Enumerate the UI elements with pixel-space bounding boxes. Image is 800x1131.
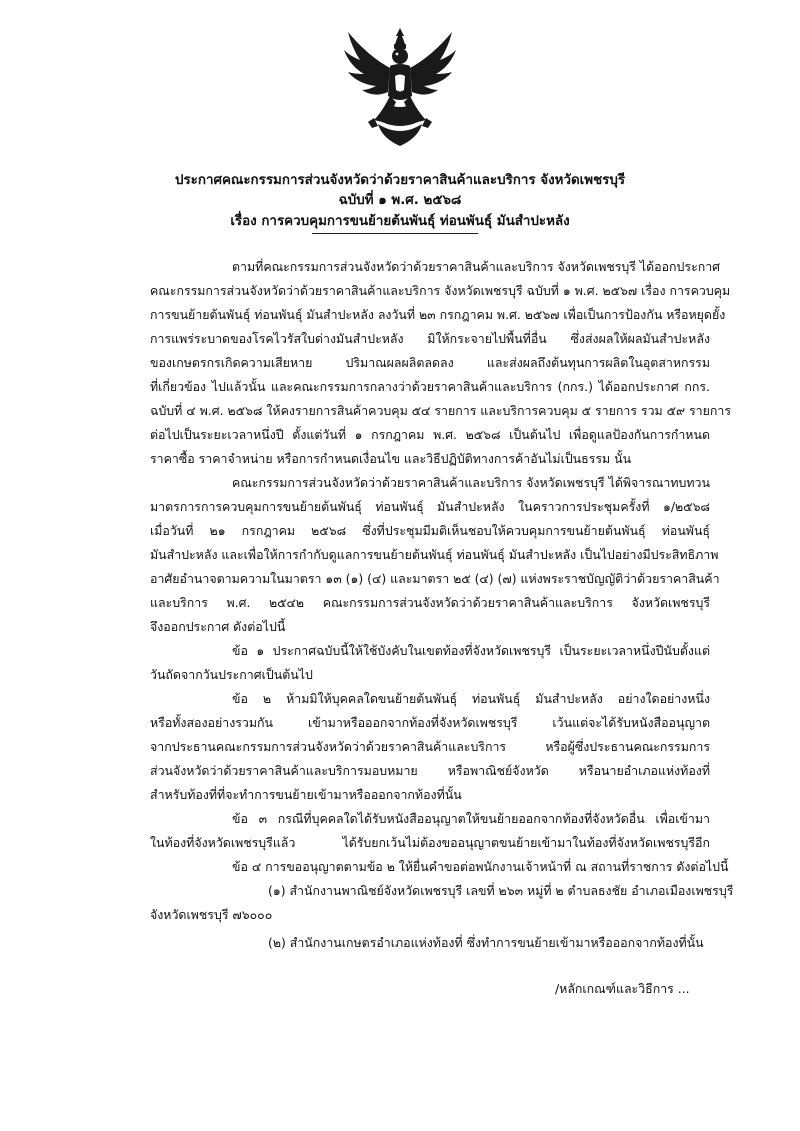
paragraph-line: และบริการ พ.ศ. ๒๕๔๒ คณะกรรมการส่วนจังหวัดว่าด้วยราคาสินค้าและบริการ จังหวัดเพชรบุรี — [150, 595, 710, 610]
clause-1-line: ข้อ ๑ ประกาศฉบับนี้ให้ใช้บังคับในเขตท้องที่จังหวัดเพชรบุรี เป็นระยะเวลาหนึ่งปีนับตั้งแต่ — [232, 643, 710, 658]
continuation-note: /หลักเกณฑ์และวิธีการ ... — [555, 981, 690, 996]
clause-3-line: ข้อ ๓ กรณีที่บุคคลใดได้รับหนังสืออนุญาตให้ขนย้ายออกจากท้องที่จังหวัดอื่น เพื่อเข้ามา — [232, 811, 710, 826]
announcement-title: ประกาศคณะกรรมการส่วนจังหวัดว่าด้วยราคาสินค้าและบริการ จังหวัดเพชรบุรี — [174, 173, 626, 188]
paragraph-line: ราคาซื้อ ราคาจำหน่าย หรือการกำหนดเงื่อนไข และวิธีปฏิบัติทางการค้าอันไม่เป็นธรรม นั้น — [150, 451, 632, 466]
clause-4-item-2: (๒) สำนักงานเกษตรอำเภอแห่งท้องที่ ซึ่งทำการขนย้ายเข้ามาหรือออกจากท้องที่นั้น — [268, 935, 704, 950]
paragraph-line: เมื่อวันที่ ๒๑ กรกฎาคม ๒๕๖๘ ซึ่งที่ประชุมมีมติเห็นชอบให้ควบคุมการขนย้ายต้นพันธุ์ ท่อนพันธุ์ — [150, 523, 710, 538]
paragraph-line: การแพร่ระบาดของโรคไวรัสใบด่างมันสำปะหลัง มิให้กระจายไปพื้นที่อื่น ซึ่งส่งผลให้ผลมันสำปะหลัง — [150, 331, 710, 346]
paragraph-line: จึงออกประกาศ ดังต่อไปนี้ — [150, 619, 286, 634]
paragraph-line: ฉบับที่ ๔ พ.ศ. ๒๕๖๘ ให้คงรายการสินค้าควบคุม ๕๔ รายการ และบริการควบคุม ๕ รายการ รวม ๕๙ รายการ — [150, 403, 732, 418]
paragraph-line: มันสำปะหลัง และเพื่อให้การกำกับดูแลการขนย้ายต้นพันธุ์ ท่อนพันธุ์ มันสำปะหลัง เป็นไปอย่างมีประสิทธิภาพ — [150, 547, 719, 562]
clause-1-line: วันถัดจากวันประกาศเป็นต้นไป — [150, 667, 313, 682]
paragraph-line: อาศัยอำนาจตามความในมาตรา ๑๓ (๑) (๔) และมาตรา ๒๕ (๔) (๗) แห่งพระราชบัญญัติว่าด้วยราคาสินค้า — [150, 571, 720, 586]
clause-3-line: ในท้องที่จังหวัดเพชรบุรีแล้ว ได้รับยกเว้นไม่ต้องขออนุญาตขนย้ายเข้ามาในท้องที่จังหวัดเพชรบุรีอีก — [150, 835, 710, 850]
paragraph-line: ต่อไปเป็นระยะเวลาหนึ่งปี ตั้งแต่วันที่ ๑ กรกฎาคม พ.ศ. ๒๕๖๘ เป็นต้นไป เพื่อดูแลป้องกันการกำหนด — [150, 427, 710, 442]
clause-2-line: จากประธานคณะกรรมการส่วนจังหวัดว่าด้วยราคาสินค้าและบริการ หรือผู้ซึ่งประธานคณะกรรมการ — [150, 739, 710, 754]
clause-2-line: สำหรับท้องที่ที่จะทำการขนย้ายเข้ามาหรือออกจากท้องที่นั้น — [150, 787, 462, 802]
paragraph-line: มาตรการการควบคุมการขนย้ายต้นพันธุ์ ท่อนพันธุ์ มันสำปะหลัง ในคราวการประชุมครั้งที่ ๑/๒๕๖๘ — [150, 499, 710, 514]
paragraph-line: ของเกษตรกรเกิดความเสียหาย ปริมาณผลผลิตลดลง และส่งผลถึงต้นทุนการผลิตในอุตสาหกรรม — [150, 355, 710, 370]
garuda-emblem — [338, 26, 462, 150]
paragraph-line: ที่เกี่ยวข้อง ไปแล้วนั้น และคณะกรรมการกลางว่าด้วยราคาสินค้าและบริการ (กกร.) ได้ออกประกาศ กกร. — [150, 379, 710, 394]
paragraph-line: ตามที่คณะกรรมการส่วนจังหวัดว่าด้วยราคาสินค้าและบริการ จังหวัดเพชรบุรี ได้ออกประกาศ — [232, 259, 721, 274]
paragraph-line: คณะกรรมการส่วนจังหวัดว่าด้วยราคาสินค้าและบริการ จังหวัดเพชรบุรี ได้พิจารณาทบทวน — [232, 475, 710, 490]
announcement-issue: ฉบับที่ ๑ พ.ศ. ๒๕๖๘ — [338, 193, 462, 208]
clause-2-line: ข้อ ๒ ห้ามมิให้บุคคลใดขนย้ายต้นพันธุ์ ท่อนพันธุ์ มันสำปะหลัง อย่างใดอย่างหนึ่ง — [232, 691, 710, 706]
clause-2-line: ส่วนจังหวัดว่าด้วยราคาสินค้าและบริการมอบหมาย หรือพาณิชย์จังหวัด หรือนายอำเภอแห่งท้องที่ — [150, 763, 710, 778]
clause-4-line: ข้อ ๔ การขออนุญาตตามข้อ ๒ ให้ยื่นคำขอต่อพนักงานเจ้าหน้าที่ ณ สถานที่ราชการ ดังต่อไปนี้ — [232, 859, 729, 874]
title-underline — [312, 233, 478, 234]
announcement-subject: เรื่อง การควบคุมการขนย้ายต้นพันธุ์ ท่อนพันธุ์ มันสำปะหลัง — [230, 214, 570, 229]
clause-4-item-1-cont: จังหวัดเพชรบุรี ๗๖๐๐๐ — [150, 907, 273, 922]
paragraph-line: คณะกรรมการส่วนจังหวัดว่าด้วยราคาสินค้าและบริการ จังหวัดเพชรบุรี ฉบับที่ ๑ พ.ศ. ๒๕๖๗ เรื่อง การควบคุม — [150, 283, 731, 298]
paragraph-line: การขนย้ายต้นพันธุ์ ท่อนพันธุ์ มันสำปะหลัง ลงวันที่ ๒๓ กรกฎาคม พ.ศ. ๒๕๖๗ เพื่อเป็นการป้องกัน หรือหยุดยั้ง — [150, 307, 726, 322]
clause-2-line: หรือทั้งสองอย่างรวมกัน เข้ามาหรือออกจากท้องที่จังหวัดเพชรบุรี เว้นแต่จะได้รับหนังสืออนุญาต — [150, 715, 710, 730]
clause-4-item-1: (๑) สำนักงานพาณิชย์จังหวัดเพชรบุรี เลขที่ ๒๖๓ หมู่ที่ ๒ ตำบลธงชัย อำเภอเมืองเพชรบุรี — [268, 883, 734, 898]
